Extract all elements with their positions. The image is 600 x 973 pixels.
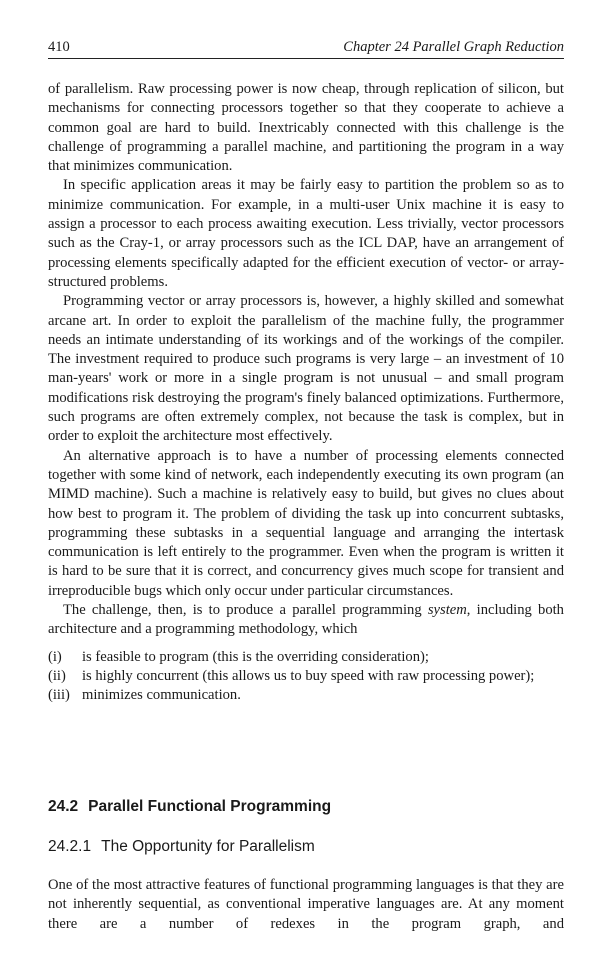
paragraph-3: Programming vector or array processors is, however, a highly skilled and somewhat arcane art. In order to exploit the parallelism of the machine fully, the programmer needs an intimate understanding of its workings and of the workings of the compiler. The investment required to produce such programs is very large – an investment of 10 man-years' work or more in a single program is not unusual – and small program modifications risk destroying the program's finely balanced optimizations. Furthermore, such programs are often extremely complex, not because the task is complex, but in order to exploit the architecture most effectively. (48, 293, 564, 445)
list-item (48, 667, 564, 686)
challenge-text-a: The challenge, then, is to produce a parallel programming (63, 602, 428, 619)
requirements-list (48, 648, 564, 706)
section-number: 24.2 (48, 798, 79, 815)
list-text: is highly concurrent (this allows us to buy speed with raw processing power); (82, 667, 535, 684)
body-text (48, 80, 564, 706)
final-paragraph: One of the most attractive features of functional programming languages is that they are not inherently sequential, as conventional imperative languages are. At any moment there are a number of redexes in the program graph, and (48, 877, 564, 932)
list-item (48, 648, 564, 667)
page-number: 410 (48, 39, 70, 55)
running-head (48, 36, 564, 59)
section-title: Parallel Functional Programming (88, 798, 332, 815)
list-text: minimizes communication. (82, 687, 241, 704)
list-number: (ii) (48, 667, 66, 684)
section-heading (48, 798, 331, 816)
list-text: is feasible to program (this is the overriding consideration); (82, 648, 429, 665)
chapter-title: Chapter 24 Parallel Graph Reduction (343, 39, 564, 55)
subsection-heading (48, 838, 315, 856)
paragraph-4: An alternative approach is to have a number of processing elements connected together with some kind of network, each independently executing its own program (an MIMD machine). Such a machine is relatively easy to build, but gives no clues about how best to program it. The problem of dividing the task up into concurrent subtasks, programming these subtasks in a sequential language and arranging the intertask communication is left entirely to the programmer. Even when the program is written it is hard to be sure that it is correct, and concurrency gives much scope for transient and irreproducible bugs which only occur under particular circumstances. (48, 447, 564, 599)
subsection-number: 24.2.1 (48, 838, 92, 855)
paragraph-2: In specific application areas it may be fairly easy to partition the problem so as to minimize communication. For example, in a multi-user Unix machine it is easy to assign a processor to each process awaiting execution. Less trivially, vector processors such as the Cray-1, or array processors such as the ICL DAP, have an arrangement of processing elements specifically adapted for the efficient execution of vector- or array-structured problems. (48, 177, 564, 290)
list-item (48, 686, 564, 705)
paragraph-5 (48, 601, 564, 640)
challenge-text-b: , including both architecture and a programming methodology, which (48, 602, 564, 638)
paragraph-1: of parallelism. Raw processing power is now cheap, through replication of silicon, but mechanisms for connecting processors together so that they cooperate to achieve a common goal are hard to build. Inextricably connected with this challenge is the challenge of programming a parallel machine, and partitioning the program in a way that minimizes communication. (48, 81, 564, 175)
list-number: (iii) (48, 687, 70, 704)
list-number: (i) (48, 648, 62, 665)
subsection-title: The Opportunity for Parallelism (101, 838, 315, 855)
emphasis-system: system (427, 602, 467, 619)
